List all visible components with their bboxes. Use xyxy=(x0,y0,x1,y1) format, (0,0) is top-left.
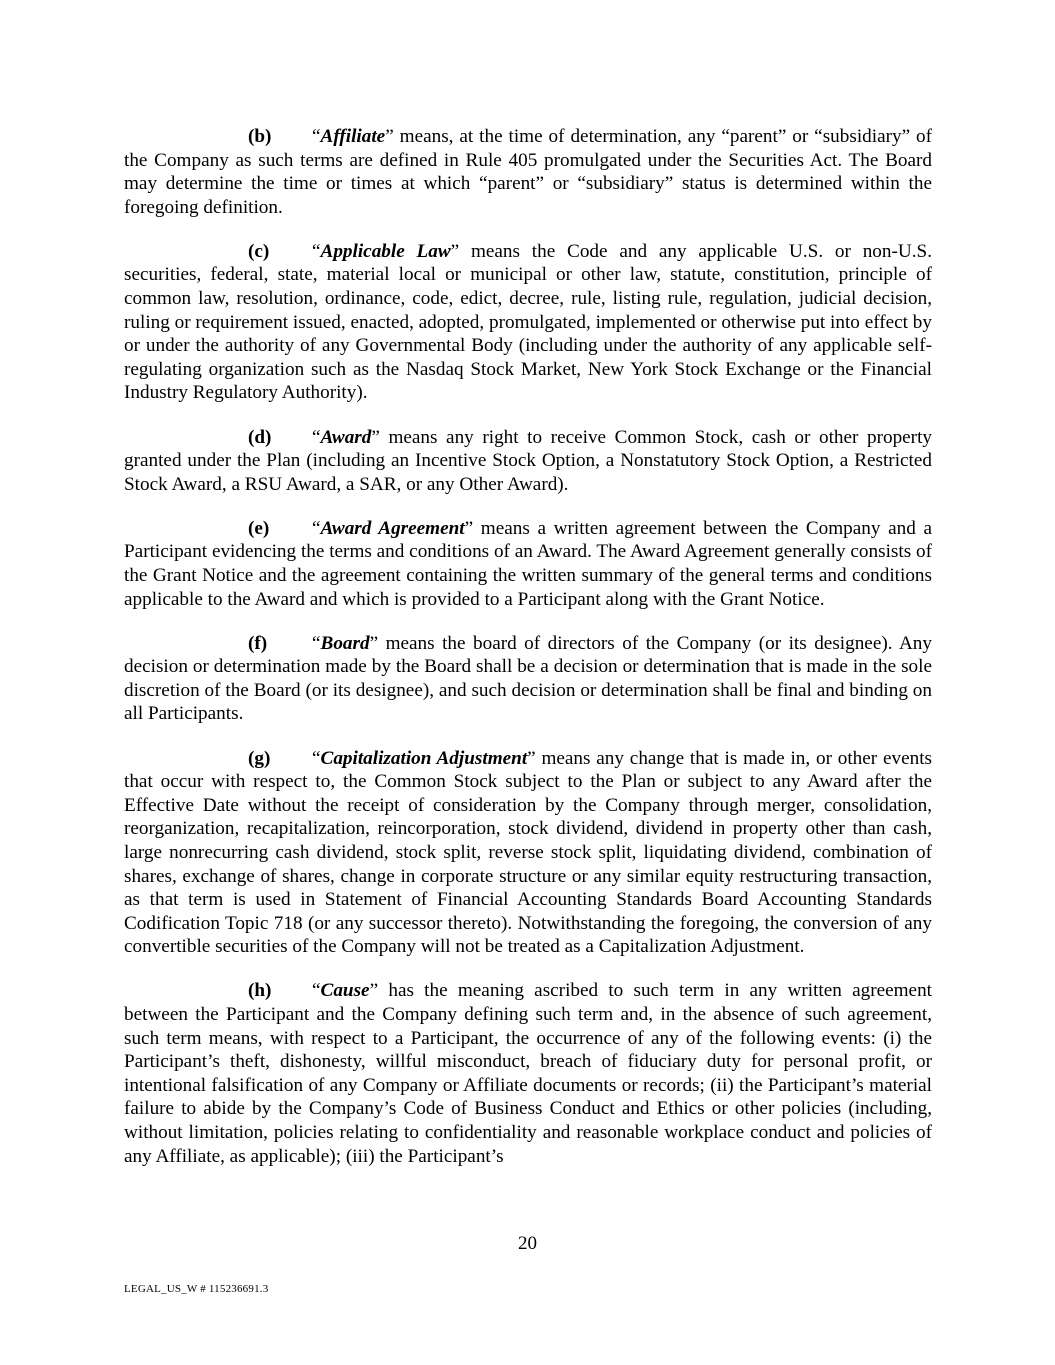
open-quote: “ xyxy=(312,632,321,654)
definition-label: (d) xyxy=(248,426,272,448)
definition-text: ” has the meaning ascribed to such term in any written agreement between the Participant and the Company defining such term and, in the absence of such agreement, such term means, with respect to a Participant, the occurrence of any of the following events: (i) the Participant’s theft, dishonesty, willful misconduct, breach of fiduciary duty for personal profit, or intentional falsification of any Company or Affiliate documents or records; (ii) the Participant’s material failure to abide by the Company’s Code of Business Conduct and Ethics or other policies (including, without limitation, policies relating to confidentiality and reasonable workplace conduct and policies of any Affiliate, as applicable); (iii) the Participant’s xyxy=(124,980,932,1167)
definition-label: (f) xyxy=(248,632,268,654)
definition-label: (g) xyxy=(248,747,271,769)
definition-paragraph-f xyxy=(124,632,932,726)
definition-paragraph-c xyxy=(124,240,932,405)
page-number: 20 xyxy=(518,1233,537,1254)
definition-text: ” means the Code and any applicable U.S. or non-U.S. securities, federal, state, material local or municipal or other law, statute, constitution, principle of common law, resolution, ordinance, code, edict, decree, rule, listing rule, regulation, judicial decision, ruling or requirement issued, enacted, adopted, promulgated, implemented or otherwise put into effect by or under the authority of any Governmental Body (including under the authority of any applicable self-regulating organization such as the Nasdaq Stock Market, New York Stock Exchange or the Financial Industry Regulatory Authority). xyxy=(124,240,933,404)
defined-term: Applicable Law xyxy=(320,240,451,262)
definition-paragraph-b xyxy=(124,125,932,219)
definition-paragraph-h xyxy=(124,979,932,1168)
definition-text: ” means, at the time of determination, any “parent” or “subsidiary” of the Company as such terms are defined in Rule 405 promulgated under the Securities Act. The Board may determine the time or times at which “parent” or “subsidiary” status is determined within the foregoing definition. xyxy=(124,126,932,218)
open-quote: “ xyxy=(312,747,321,769)
document-id: LEGAL_US_W # 115236691.3 xyxy=(124,1283,269,1295)
definition-label: (c) xyxy=(248,240,270,262)
definition-text: ” means any change that is made in, or other events that occur with respect to, the Common Stock subject to the Plan or subject to any Award after the Effective Date without the receipt of consideration by the Company through merger, consolidation, reorganization, recapitalization, reincorporation, stock dividend, dividend in property other than cash, large nonrecurring cash dividend, stock split, reverse stock split, liquidating dividend, combination of shares, exchange of shares, change in corporate structure or any similar equity restructuring transaction, as that term is used in Statement of Financial Accounting Standards Board Accounting Standards Codification Topic 718 (or any successor thereto). Notwithstanding the foregoing, the conversion of any convertible securities of the Company will not be treated as a Capitalization Adjustment. xyxy=(124,747,933,958)
defined-term: Award xyxy=(320,426,372,448)
open-quote: “ xyxy=(312,980,321,1002)
definition-text: ” means a written agreement between the Company and a Participant evidencing the terms and conditions of an Award. The Award Agreement generally consists of the Grant Notice and the agreement containing the written summary of the general terms and conditions applicable to the Award and which is provided to a Participant along with the Grant Notice. xyxy=(124,517,933,610)
document-body xyxy=(124,125,932,1189)
definition-paragraph-e xyxy=(124,517,932,611)
open-quote: “ xyxy=(312,426,321,448)
open-quote: “ xyxy=(312,126,321,147)
defined-term: Affiliate xyxy=(320,126,386,147)
defined-term: Board xyxy=(320,632,370,654)
definition-paragraph-d xyxy=(124,426,932,497)
definition-paragraph-g xyxy=(124,747,932,959)
defined-term: Cause xyxy=(320,980,370,1002)
definition-label: (h) xyxy=(248,980,272,1002)
open-quote: “ xyxy=(312,517,321,539)
defined-term: Award Agreement xyxy=(320,517,465,539)
definition-label: (b) xyxy=(248,126,272,147)
open-quote: “ xyxy=(312,240,321,262)
defined-term: Capitalization Adjustment xyxy=(320,747,528,769)
definition-label: (e) xyxy=(248,517,270,539)
definition-text: ” means any right to receive Common Stock, cash or other property granted under the Plan (including an Incentive Stock Option, a Nonstatutory Stock Option, a Restricted Stock Award, a RSU Award, a SAR, or any Other Award). xyxy=(124,426,932,495)
definition-text: ” means the board of directors of the Company (or its designee). Any decision or determination made by the Board shall be a decision or determination that is made in the sole discretion of the Board (or its designee), and such decision or determination shall be final and binding on all Participants. xyxy=(124,632,932,725)
